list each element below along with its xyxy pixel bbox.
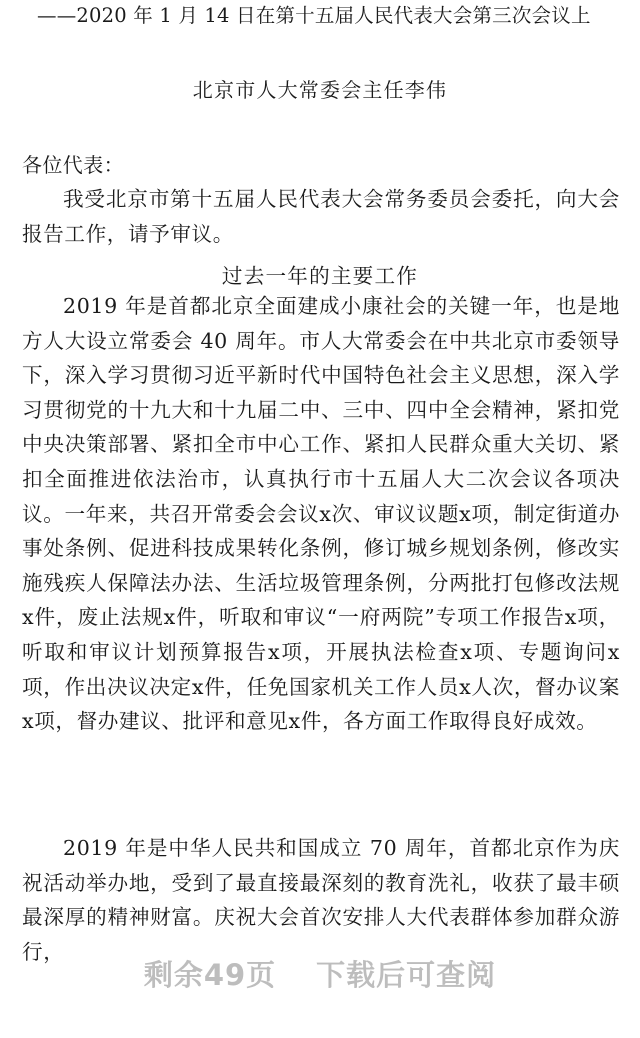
salutation: 各位代表：: [22, 153, 124, 177]
download-watermark[interactable]: [0, 953, 640, 994]
speech-subtitle: ——2020 年 1 月 14 日在第十五届人民代表大会第三次会议上: [37, 4, 591, 27]
body-paragraph: 2019 年是首都北京全面建成小康社会的关键一年，也是地方人大设立常委会 40 周年。市人大常委会在中共北京市委领导下，深入学习贯彻习近平新时代中国特色社会主义思想，深入学习贯彻党的十九大和十九届二中、三中、四中全会精神，紧扣党中央决策部署、紧扣全市中心工作、紧扣人民群众重大关切、紧扣全面推进依法治市，认真执行市十五届人大二次会议各项决议。一年来，共召开常委会会议x次、审议议题x项，制定街道办事处条例、促进科技成果转化条例，修订城乡规划条例，修改实施残疾人保障法办法、生活垃圾管理条例，分两批打包修改法规x件，废止法规x件，听取和审议“一府两院”专项工作报告x项，听取和审议计划预算报告x项，开展执法检查x项、专题询问x项，作出决议决定x件，任免国家机关工作人员x人次，督办议案x项，督办建议、批评和意见x件，各方面工作取得良好成效。: [22, 294, 620, 734]
body-paragraph: 2019 年是中华人民共和国成立 70 周年，首都北京作为庆祝活动举办地，受到了最直接最深刻的教育洗礼，收获了最丰硕最深厚的精神财富。庆祝大会首次安排人大代表群体参加群众游行，: [22, 836, 620, 964]
speaker-line: 北京市人大常委会主任李伟: [192, 78, 448, 102]
section-heading: 过去一年的主要工作: [221, 264, 419, 288]
remaining-pages-label: 剩余49页: [143, 958, 277, 992]
intro-paragraph: 我受北京市第十五届人民代表大会常务委员会委托，向大会报告工作，请予审议。: [22, 187, 620, 246]
download-hint-label: 下载后可查阅: [316, 958, 497, 992]
